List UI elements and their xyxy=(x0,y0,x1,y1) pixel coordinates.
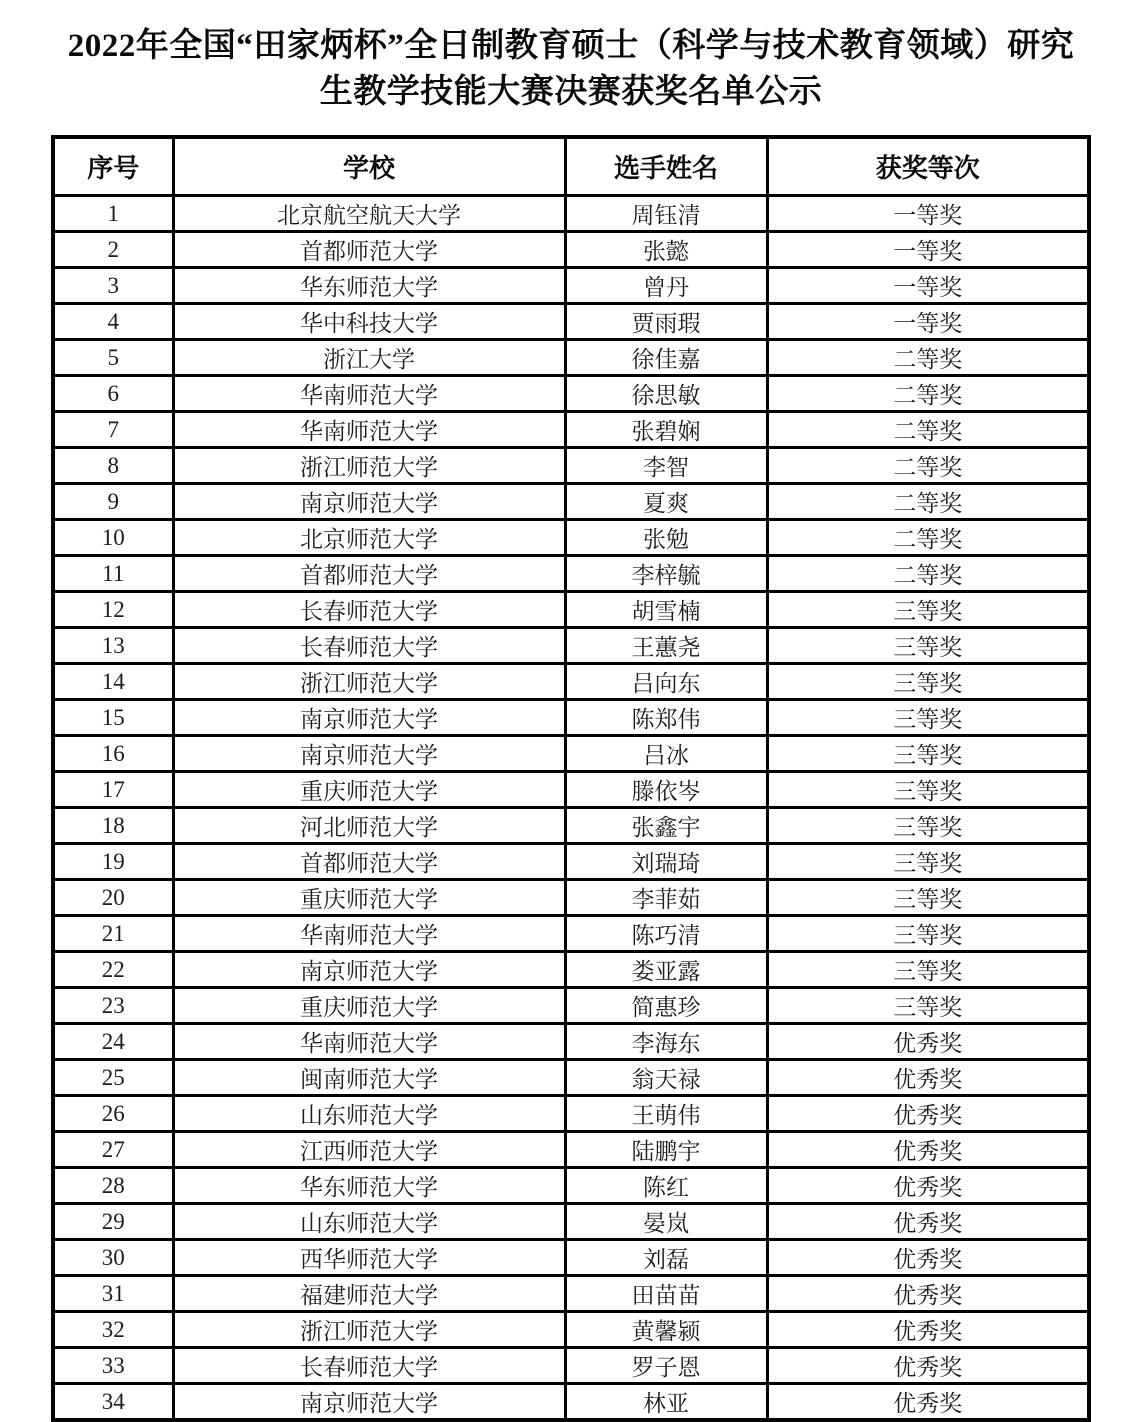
cell-contestant-name: 陆鹏宇 xyxy=(565,1132,767,1168)
cell-contestant-name: 罗子恩 xyxy=(565,1348,767,1384)
cell-contestant-name: 张碧娴 xyxy=(565,412,767,448)
table-row xyxy=(53,1024,1089,1060)
cell-award-level: 二等奖 xyxy=(767,556,1089,592)
cell-award-level: 三等奖 xyxy=(767,772,1089,808)
cell-serial-number: 5 xyxy=(53,340,173,376)
cell-school: 首都师范大学 xyxy=(173,232,565,268)
cell-school: 首都师范大学 xyxy=(173,556,565,592)
cell-school: 南京师范大学 xyxy=(173,736,565,772)
cell-serial-number: 2 xyxy=(53,232,173,268)
cell-contestant-name: 田苗苗 xyxy=(565,1276,767,1312)
cell-school: 南京师范大学 xyxy=(173,1384,565,1421)
cell-school: 华南师范大学 xyxy=(173,376,565,412)
cell-award-level: 二等奖 xyxy=(767,376,1089,412)
awards-table-header xyxy=(53,137,1089,196)
cell-award-level: 二等奖 xyxy=(767,340,1089,376)
cell-contestant-name: 李智 xyxy=(565,448,767,484)
cell-school: 北京师范大学 xyxy=(173,520,565,556)
cell-award-level: 一等奖 xyxy=(767,196,1089,232)
table-row xyxy=(53,880,1089,916)
cell-school: 首都师范大学 xyxy=(173,844,565,880)
cell-award-level: 优秀奖 xyxy=(767,1060,1089,1096)
cell-contestant-name: 刘瑞琦 xyxy=(565,844,767,880)
cell-award-level: 二等奖 xyxy=(767,484,1089,520)
header-row xyxy=(53,137,1089,196)
cell-contestant-name: 李梓毓 xyxy=(565,556,767,592)
cell-award-level: 优秀奖 xyxy=(767,1312,1089,1348)
cell-contestant-name: 李海东 xyxy=(565,1024,767,1060)
cell-serial-number: 22 xyxy=(53,952,173,988)
cell-school: 重庆师范大学 xyxy=(173,772,565,808)
cell-school: 西华师范大学 xyxy=(173,1240,565,1276)
cell-school: 浙江师范大学 xyxy=(173,448,565,484)
cell-contestant-name: 贾雨瑕 xyxy=(565,304,767,340)
cell-school: 浙江师范大学 xyxy=(173,664,565,700)
cell-school: 北京航空航天大学 xyxy=(173,196,565,232)
cell-school: 河北师范大学 xyxy=(173,808,565,844)
cell-award-level: 优秀奖 xyxy=(767,1096,1089,1132)
cell-award-level: 二等奖 xyxy=(767,412,1089,448)
table-row xyxy=(53,340,1089,376)
cell-contestant-name: 胡雪楠 xyxy=(565,592,767,628)
cell-contestant-name: 陈红 xyxy=(565,1168,767,1204)
cell-serial-number: 16 xyxy=(53,736,173,772)
table-row xyxy=(53,520,1089,556)
table-row xyxy=(53,700,1089,736)
cell-award-level: 优秀奖 xyxy=(767,1384,1089,1421)
cell-serial-number: 11 xyxy=(53,556,173,592)
cell-contestant-name: 翁天禄 xyxy=(565,1060,767,1096)
table-row xyxy=(53,556,1089,592)
cell-serial-number: 13 xyxy=(53,628,173,664)
cell-contestant-name: 晏岚 xyxy=(565,1204,767,1240)
table-row xyxy=(53,268,1089,304)
cell-school: 华东师范大学 xyxy=(173,268,565,304)
table-row xyxy=(53,1384,1089,1421)
cell-serial-number: 19 xyxy=(53,844,173,880)
cell-school: 山东师范大学 xyxy=(173,1096,565,1132)
cell-school: 长春师范大学 xyxy=(173,592,565,628)
cell-contestant-name: 滕依岑 xyxy=(565,772,767,808)
table-row xyxy=(53,484,1089,520)
cell-school: 重庆师范大学 xyxy=(173,880,565,916)
cell-award-level: 优秀奖 xyxy=(767,1132,1089,1168)
cell-serial-number: 23 xyxy=(53,988,173,1024)
cell-school: 华南师范大学 xyxy=(173,412,565,448)
cell-contestant-name: 张鑫宇 xyxy=(565,808,767,844)
table-row xyxy=(53,988,1089,1024)
header-school: 学校 xyxy=(173,137,565,196)
cell-serial-number: 8 xyxy=(53,448,173,484)
cell-serial-number: 10 xyxy=(53,520,173,556)
table-row xyxy=(53,376,1089,412)
table-row xyxy=(53,628,1089,664)
cell-serial-number: 25 xyxy=(53,1060,173,1096)
cell-serial-number: 9 xyxy=(53,484,173,520)
table-row xyxy=(53,844,1089,880)
cell-contestant-name: 徐思敏 xyxy=(565,376,767,412)
cell-contestant-name: 娄亚露 xyxy=(565,952,767,988)
table-row xyxy=(53,1348,1089,1384)
cell-serial-number: 15 xyxy=(53,700,173,736)
cell-school: 山东师范大学 xyxy=(173,1204,565,1240)
cell-serial-number: 27 xyxy=(53,1132,173,1168)
cell-contestant-name: 曾丹 xyxy=(565,268,767,304)
cell-award-level: 优秀奖 xyxy=(767,1024,1089,1060)
cell-serial-number: 14 xyxy=(53,664,173,700)
cell-serial-number: 33 xyxy=(53,1348,173,1384)
cell-serial-number: 31 xyxy=(53,1276,173,1312)
cell-award-level: 三等奖 xyxy=(767,844,1089,880)
table-row xyxy=(53,448,1089,484)
table-row xyxy=(53,772,1089,808)
cell-award-level: 三等奖 xyxy=(767,736,1089,772)
cell-contestant-name: 张懿 xyxy=(565,232,767,268)
table-row xyxy=(53,1132,1089,1168)
cell-school: 闽南师范大学 xyxy=(173,1060,565,1096)
cell-contestant-name: 陈巧清 xyxy=(565,916,767,952)
table-row xyxy=(53,1096,1089,1132)
cell-school: 浙江师范大学 xyxy=(173,1312,565,1348)
table-row xyxy=(53,1168,1089,1204)
cell-award-level: 三等奖 xyxy=(767,628,1089,664)
header-award-level: 获奖等次 xyxy=(767,137,1089,196)
cell-serial-number: 28 xyxy=(53,1168,173,1204)
cell-school: 南京师范大学 xyxy=(173,952,565,988)
table-row xyxy=(53,1240,1089,1276)
cell-school: 福建师范大学 xyxy=(173,1276,565,1312)
cell-award-level: 三等奖 xyxy=(767,664,1089,700)
cell-school: 华南师范大学 xyxy=(173,1024,565,1060)
table-row xyxy=(53,232,1089,268)
cell-school: 华中科技大学 xyxy=(173,304,565,340)
header-serial-number: 序号 xyxy=(53,137,173,196)
table-row xyxy=(53,304,1089,340)
table-row xyxy=(53,952,1089,988)
table-row xyxy=(53,1060,1089,1096)
table-row xyxy=(53,808,1089,844)
cell-serial-number: 29 xyxy=(53,1204,173,1240)
table-row xyxy=(53,592,1089,628)
cell-contestant-name: 周钰清 xyxy=(565,196,767,232)
cell-award-level: 优秀奖 xyxy=(767,1168,1089,1204)
cell-award-level: 二等奖 xyxy=(767,520,1089,556)
table-row xyxy=(53,196,1089,232)
cell-award-level: 三等奖 xyxy=(767,988,1089,1024)
cell-school: 南京师范大学 xyxy=(173,700,565,736)
cell-award-level: 三等奖 xyxy=(767,808,1089,844)
table-row xyxy=(53,736,1089,772)
cell-serial-number: 17 xyxy=(53,772,173,808)
cell-school: 浙江大学 xyxy=(173,340,565,376)
cell-serial-number: 34 xyxy=(53,1384,173,1421)
cell-award-level: 三等奖 xyxy=(767,952,1089,988)
cell-contestant-name: 黄馨颍 xyxy=(565,1312,767,1348)
cell-contestant-name: 陈郑伟 xyxy=(565,700,767,736)
cell-school: 重庆师范大学 xyxy=(173,988,565,1024)
cell-serial-number: 30 xyxy=(53,1240,173,1276)
cell-school: 长春师范大学 xyxy=(173,628,565,664)
page-title: 2022年全国“田家炳杯”全日制教育硕士（科学与技术教育领域）研究生教学技能大赛决赛获奖名单公示 xyxy=(67,28,1075,110)
cell-serial-number: 4 xyxy=(53,304,173,340)
table-row xyxy=(53,1312,1089,1348)
cell-serial-number: 7 xyxy=(53,412,173,448)
cell-school: 华东师范大学 xyxy=(173,1168,565,1204)
cell-serial-number: 32 xyxy=(53,1312,173,1348)
cell-contestant-name: 简惠珍 xyxy=(565,988,767,1024)
cell-school: 长春师范大学 xyxy=(173,1348,565,1384)
table-row xyxy=(53,916,1089,952)
cell-award-level: 三等奖 xyxy=(767,916,1089,952)
cell-serial-number: 26 xyxy=(53,1096,173,1132)
cell-award-level: 三等奖 xyxy=(767,592,1089,628)
table-row xyxy=(53,664,1089,700)
cell-serial-number: 1 xyxy=(53,196,173,232)
cell-contestant-name: 王蕙尧 xyxy=(565,628,767,664)
cell-award-level: 三等奖 xyxy=(767,880,1089,916)
header-contestant-name: 选手姓名 xyxy=(565,137,767,196)
cell-award-level: 一等奖 xyxy=(767,232,1089,268)
table-row xyxy=(53,412,1089,448)
cell-serial-number: 3 xyxy=(53,268,173,304)
awards-table xyxy=(51,135,1091,1422)
cell-serial-number: 12 xyxy=(53,592,173,628)
cell-school: 南京师范大学 xyxy=(173,484,565,520)
cell-contestant-name: 吕向东 xyxy=(565,664,767,700)
cell-contestant-name: 吕冰 xyxy=(565,736,767,772)
cell-contestant-name: 王萌伟 xyxy=(565,1096,767,1132)
awards-table-body xyxy=(53,196,1089,1421)
cell-school: 华南师范大学 xyxy=(173,916,565,952)
cell-contestant-name: 刘磊 xyxy=(565,1240,767,1276)
cell-award-level: 三等奖 xyxy=(767,700,1089,736)
cell-serial-number: 21 xyxy=(53,916,173,952)
cell-award-level: 优秀奖 xyxy=(767,1240,1089,1276)
cell-serial-number: 6 xyxy=(53,376,173,412)
cell-award-level: 优秀奖 xyxy=(767,1204,1089,1240)
cell-contestant-name: 徐佳嘉 xyxy=(565,340,767,376)
cell-serial-number: 18 xyxy=(53,808,173,844)
cell-award-level: 二等奖 xyxy=(767,448,1089,484)
cell-contestant-name: 夏爽 xyxy=(565,484,767,520)
cell-award-level: 优秀奖 xyxy=(767,1348,1089,1384)
table-row xyxy=(53,1204,1089,1240)
cell-award-level: 一等奖 xyxy=(767,304,1089,340)
cell-serial-number: 24 xyxy=(53,1024,173,1060)
cell-contestant-name: 李菲茹 xyxy=(565,880,767,916)
cell-contestant-name: 张勉 xyxy=(565,520,767,556)
cell-serial-number: 20 xyxy=(53,880,173,916)
cell-award-level: 优秀奖 xyxy=(767,1276,1089,1312)
cell-award-level: 一等奖 xyxy=(767,268,1089,304)
table-row xyxy=(53,1276,1089,1312)
cell-contestant-name: 林亚 xyxy=(565,1384,767,1421)
cell-school: 江西师范大学 xyxy=(173,1132,565,1168)
